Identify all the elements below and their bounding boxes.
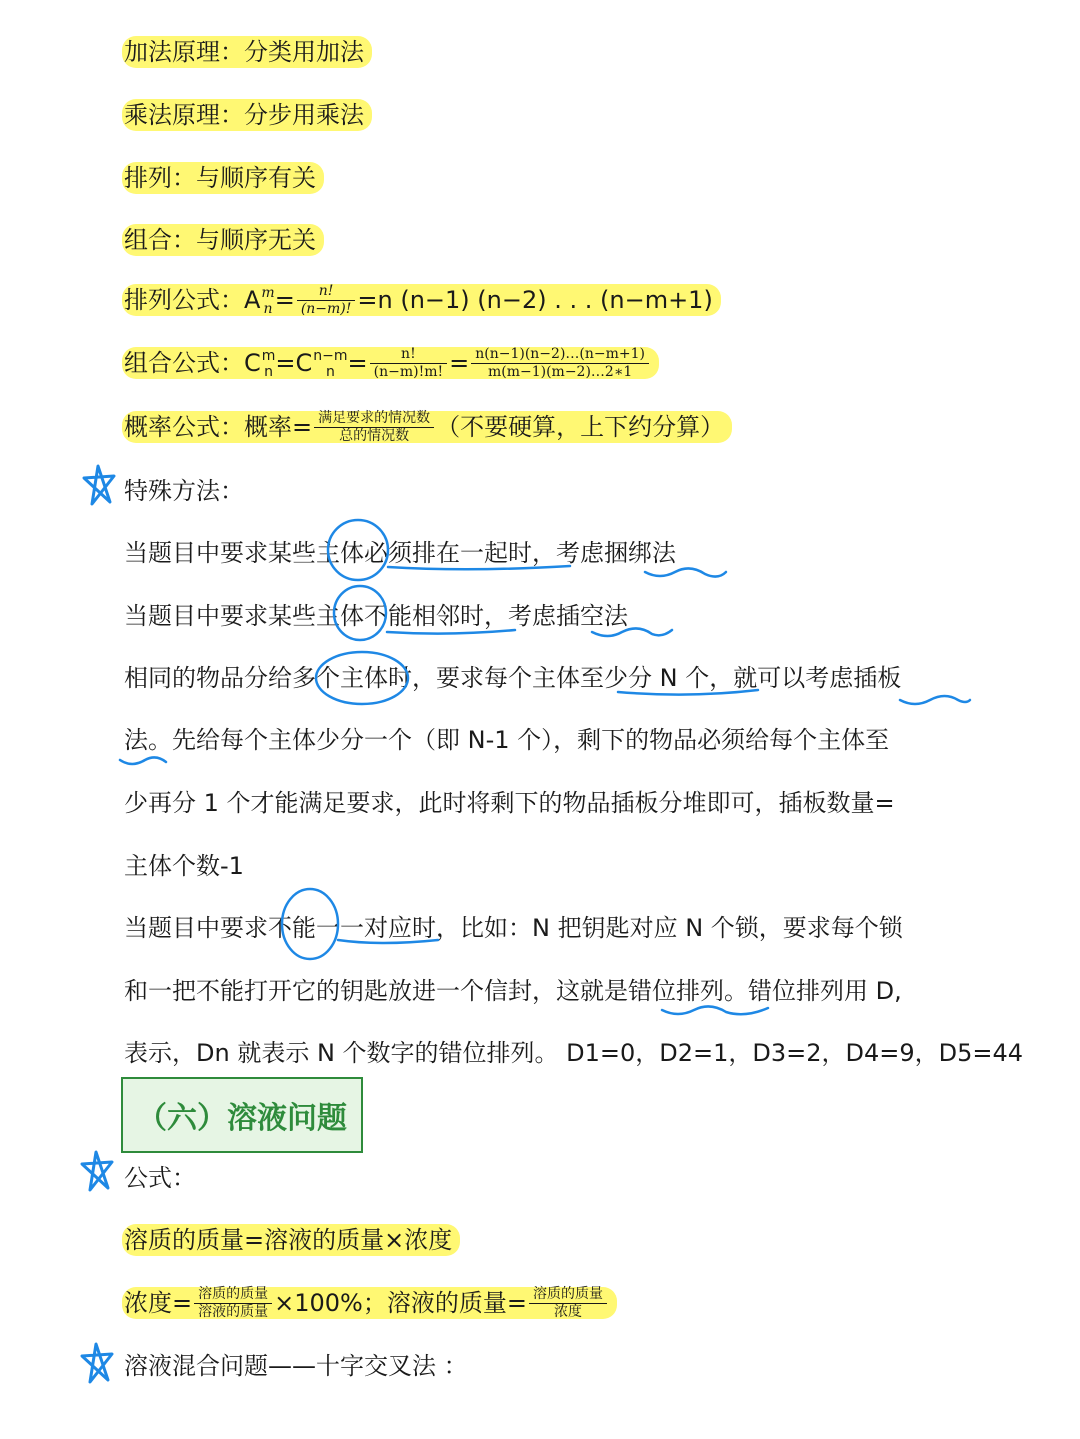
section-title: （六）溶液问题 [137,1101,347,1136]
bundling-method: 当题目中要求某些主体必须排在一起时，考虑捆绑法 [124,539,676,567]
derangement-line-2: 和一把不能打开它的钥匙放进一个信封，这就是错位排列。错位排列用 D, [124,977,902,1005]
combination-formula: 组合公式：C m n =C n−m n = $\frac{n!}{(n-m)!m!}$ = $\frac{n(n-1)(n-2)\dots(n-m+1)}{m(m-1)(m-2)\dots 2∗1}$ [124,346,659,381]
star-icon [78,1340,116,1386]
combination-definition: 组合：与顺序无关 [124,224,324,256]
addition-principle: 加法原理：分类用加法 [124,36,372,68]
star-icon [80,462,118,508]
mixing-problem-title: 溶液混合问题——十字交叉法 ： [124,1352,468,1380]
divider-method-line-2: 法。先给每个主体少分一个（即 N-1 个），剩下的物品必须给每个主体至 [124,726,890,754]
divider-method-line-1: 相同的物品分给多个主体时，要求每个主体至少分 N 个，就可以考虑插板 [124,664,902,692]
permutation-formula: 排列公式：A m n = $\frac{n!}{(n-m)!}$ =n (n−1) (n−2) . . . (n−m+1) [124,283,721,318]
derangement-line-3: 表示，Dn 就表示 N 个数字的错位排列。 D1=0，D2=1，D3=2，D4=9，D5=44 [124,1039,1024,1067]
derangement-line-1: 当题目中要求不能一一对应时，比如：N 把钥匙对应 N 个锁，要求每个锁 [124,914,903,942]
gap-insertion-method: 当题目中要求某些主体不能相邻时，考虑插空法 [124,602,628,630]
star-icon [78,1148,116,1194]
section-heading-box [121,1077,363,1153]
permutation-definition: 排列：与顺序有关 [124,162,324,194]
solute-mass-formula: 溶质的质量=溶液的质量×浓度 [124,1224,460,1256]
formula-title: 公式： [124,1164,196,1192]
special-methods-title: 特殊方法： [124,477,244,505]
probability-formula: 概率公式：概率= $\frac{\text{满足要求的情况数}}{\text{总的情况数}}$ （不要硬算，上下约分算） [124,410,732,445]
multiplication-principle: 乘法原理：分步用乘法 [124,99,372,131]
divider-method-line-3: 少再分 1 个才能满足要求，此时将剩下的物品插板分堆即可，插板数量= [124,789,895,817]
divider-method-line-4: 主体个数-1 [124,852,244,880]
concentration-formula: 浓度= $\frac{\text{溶质的质量}}{\text{溶液的质量}}$ ×100%；溶液的质量= $\frac{\text{溶质的质量}}{\text{浓度}}$ [124,1286,617,1321]
